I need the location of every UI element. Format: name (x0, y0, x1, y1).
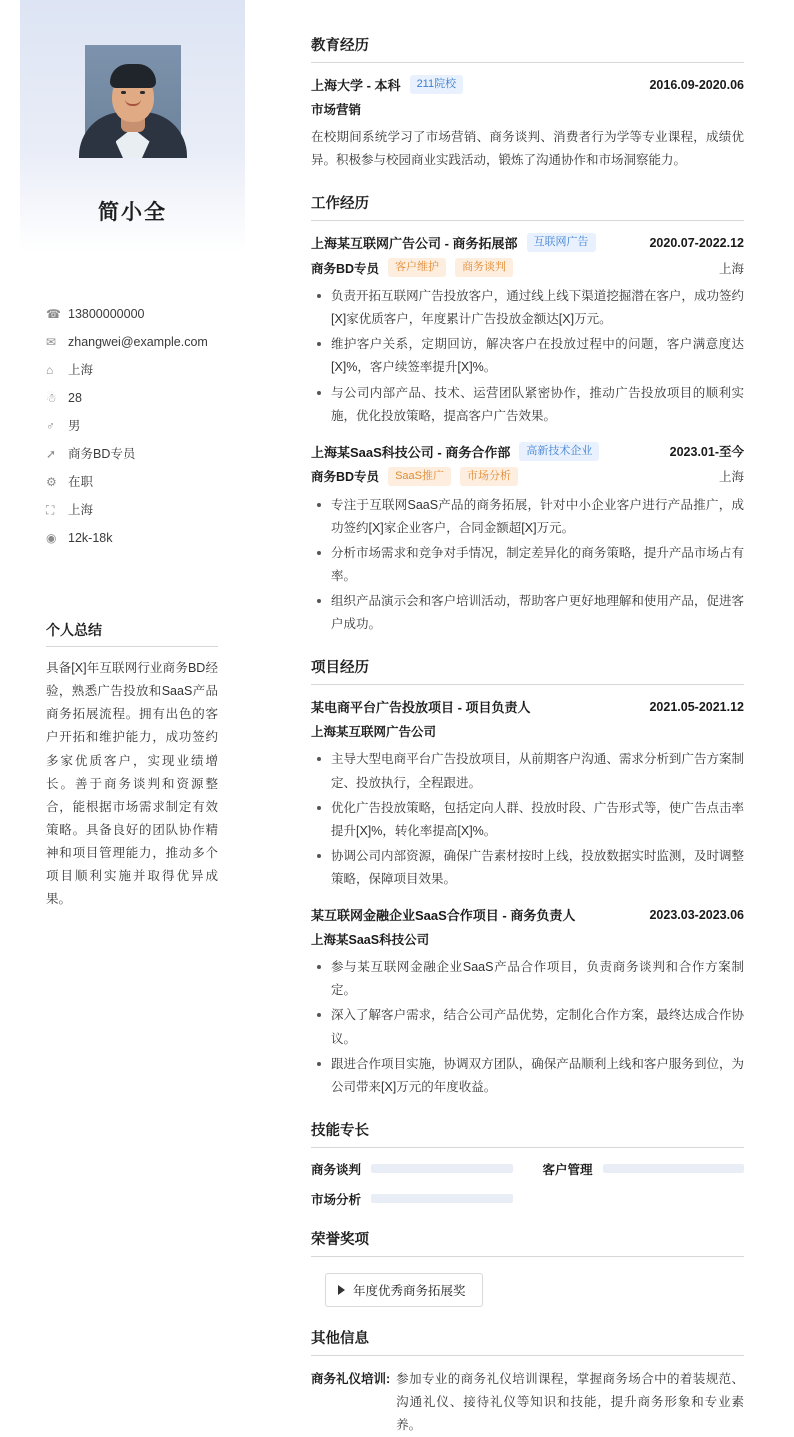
school-name: 上海大学 - 本科 (311, 78, 401, 93)
gender-icon: ♂ (46, 419, 55, 433)
list-item: 主导大型电商平台广告投放项目，从前期客户沟通、需求分析到广告方案制定、投放执行，全程跟进。 (311, 748, 744, 794)
education-title: 教育经历 (311, 34, 744, 63)
project-entry (311, 697, 744, 891)
skill-item (311, 1160, 513, 1178)
list-item: 深入了解客户需求，结合公司产品优势，定制化合作方案，最终达成合作协议。 (311, 1004, 744, 1050)
main-content (285, 0, 794, 1433)
projects-title: 项目经历 (311, 656, 744, 685)
work-date: 2023.01-至今 (669, 445, 744, 460)
sidebar (0, 0, 285, 1334)
role-tag: SaaS推广 (388, 467, 451, 486)
award-item[interactable] (325, 1273, 483, 1307)
work-location: 上海 (718, 470, 744, 485)
list-item: 协调公司内部资源，确保广告素材按时上线，投放数据实时监测，及时调整策略，保障项目效果。 (311, 845, 744, 891)
project-entry (311, 905, 744, 1099)
contact-phone (46, 300, 266, 328)
work-section (311, 192, 744, 636)
education-desc: 在校期间系统学习了市场营销、商务谈判、消费者行为学等专业课程，成绩优异。积极参与校园商业实践活动，锻炼了沟通协作和市场洞察能力。 (311, 130, 744, 168)
project-name: 某互联网金融企业SaaS合作项目 - 商务负责人 (311, 908, 576, 924)
project-name: 某电商平台广告投放项目 - 项目负责人 (311, 700, 531, 716)
skill-bar (371, 1194, 512, 1203)
skill-bar (371, 1164, 512, 1173)
contact-list (46, 300, 266, 552)
education-entry (311, 75, 744, 172)
job-role: 商务BD专员 (311, 470, 380, 485)
page-title: 简小全 (98, 201, 167, 224)
education-major: 市场营销 (311, 103, 362, 117)
summary-title: 个人总结 (46, 620, 218, 647)
other-title: 其他信息 (311, 1327, 744, 1356)
list-item: 分析市场需求和竞争对手情况，制定差异化的商务策略，提升产品市场占有率。 (311, 542, 744, 588)
projects-section (311, 656, 744, 1099)
work-bullets (311, 494, 744, 637)
salary-icon: ◉ (46, 531, 57, 545)
list-item: 专注于互联网SaaS产品的商务拓展，针对中小企业客户进行产品推广，成功签约[X]家企业客户，合同金额超[X]万元。 (311, 494, 744, 540)
cake-icon: ☃ (46, 391, 57, 405)
school-tag: 211院校 (410, 75, 464, 94)
list-item: 组织产品演示会和客户培训活动，帮助客户更好地理解和使用产品，促进客户成功。 (311, 590, 744, 636)
contact-position (46, 440, 266, 468)
list-item: 参与某互联网金融企业SaaS产品合作项目，负责商务谈判和合作方案制定。 (311, 956, 744, 1002)
skill-label: 客户管理 (542, 1162, 593, 1177)
list-item: 优化广告投放策略，包括定向人群、投放时段、广告形式等，使广告点击率提升[X]%，转化率提高[X]%。 (311, 797, 744, 843)
contact-value: zhangwei@example.com (68, 334, 208, 349)
contact-value: 28 (68, 390, 82, 405)
contact-value: 男 (68, 418, 81, 433)
contact-status (46, 468, 266, 496)
mail-icon: ✉ (46, 335, 57, 349)
list-item: 负责开拓互联网广告投放客户，通过线上线下渠道挖掘潜在客户，成功签约[X]家优质客户，年度累计广告投放金额达[X]万元。 (311, 285, 744, 331)
company-name: 上海某SaaS科技公司 - 商务合作部 (311, 444, 511, 460)
contact-gender (46, 412, 266, 440)
contact-value: 12k-18k (68, 530, 113, 545)
contact-value: 上海 (68, 362, 94, 377)
list-item: 与公司内部产品、技术、运营团队紧密协作，推动广告投放项目的顺利实施，优化投放策略，提高客户广告效果。 (311, 382, 744, 428)
work-bullets (311, 285, 744, 428)
contact-value: 在职 (68, 474, 94, 489)
other-item (311, 1368, 744, 1437)
summary-text: 具备[X]年互联网行业商务BD经验，熟悉广告投放和SaaS产品商务拓展流程。拥有出色的客户开拓和维护能力，成功签约多家优质客户，实现业绩增长。善于商务谈判和资源整合，能根据市场需求制定有效策略。具备良好的团队协作精神和项目管理能力，推动多个项目顺利实施并取得优异成果。 (46, 661, 218, 907)
project-company: 上海某互联网广告公司 (311, 725, 437, 740)
education-section (311, 34, 744, 172)
other-section (311, 1327, 744, 1437)
work-entry (311, 233, 744, 428)
company-name: 上海某互联网广告公司 - 商务拓展部 (311, 236, 518, 252)
job-role: 商务BD专员 (311, 261, 380, 276)
contact-email (46, 328, 266, 356)
contact-value: 13800000000 (68, 306, 145, 321)
status-icon: ⚙ (46, 475, 57, 489)
work-title: 工作经历 (311, 192, 744, 221)
contact-hometown (46, 356, 266, 384)
work-date: 2020.07-2022.12 (649, 235, 744, 250)
skill-item (543, 1160, 745, 1178)
skills-title: 技能专长 (311, 1119, 744, 1148)
role-tag: 商务谈判 (455, 258, 513, 277)
awards-title: 荣誉奖项 (311, 1228, 744, 1257)
award-label: 年度优秀商务拓展奖 (353, 1283, 466, 1298)
contact-age (46, 384, 266, 412)
contact-value: 上海 (68, 502, 94, 517)
skill-item (311, 1190, 513, 1208)
role-tag: 市场分析 (460, 467, 518, 486)
list-item: 维护客户关系，定期回访，解决客户在投放过程中的问题，客户满意度达[X]%，客户续签率提升[X]%。 (311, 333, 744, 379)
project-date: 2021.05-2021.12 (649, 699, 744, 714)
contact-location (46, 496, 266, 524)
work-location: 上海 (718, 261, 744, 276)
project-bullets (311, 748, 744, 891)
phone-icon: ☎ (46, 307, 61, 321)
skill-label: 市场分析 (311, 1192, 362, 1207)
company-tag: 高新技术企业 (519, 442, 599, 461)
awards-section (311, 1228, 744, 1307)
portrait-photo (85, 45, 181, 158)
education-date: 2016.09-2020.06 (649, 77, 744, 92)
location-icon: ⛶ (46, 503, 55, 517)
company-tag: 互联网广告 (527, 233, 596, 252)
role-tag: 客户维护 (388, 258, 446, 277)
skill-bar (603, 1164, 744, 1173)
list-item: 跟进合作项目实施，协调双方团队，确保产品顺利上线和客户服务到位，为公司带来[X]万元的年度收益。 (311, 1053, 744, 1099)
project-bullets (311, 956, 744, 1099)
play-triangle-icon (338, 1285, 345, 1295)
work-entry (311, 442, 744, 637)
home-icon: ⌂ (46, 363, 54, 377)
contact-salary (46, 524, 266, 552)
rocket-icon: ➚ (46, 447, 57, 461)
skill-label: 商务谈判 (311, 1162, 362, 1177)
project-company: 上海某SaaS科技公司 (311, 933, 430, 948)
other-text: 参加专业的商务礼仪培训课程，掌握商务场合中的着装规范、沟通礼仪、接待礼仪等知识和技能，提升商务形象和专业素养。 (396, 1371, 744, 1433)
project-date: 2023.03-2023.06 (649, 907, 744, 922)
skills-section (311, 1119, 744, 1208)
contact-value: 商务BD专员 (68, 446, 136, 461)
summary-section (46, 620, 218, 911)
other-label: 商务礼仪培训: (311, 1371, 391, 1386)
skills-grid (311, 1160, 744, 1208)
